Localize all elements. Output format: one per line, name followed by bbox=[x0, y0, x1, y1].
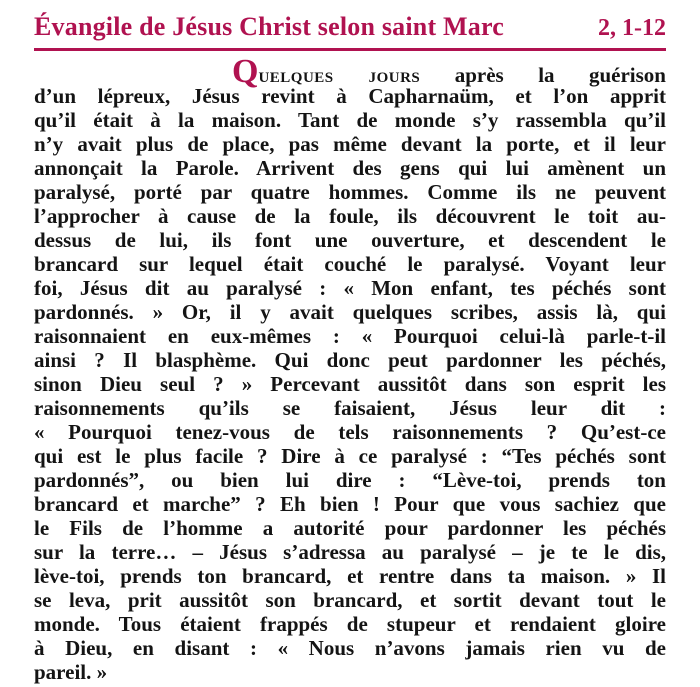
text-line: pardonnés. » Or, il y avait quelques scribes, assis là, qui bbox=[34, 300, 666, 324]
text-line: ainsi ? Il blasphème. Qui donc peut pardonner les péchés, bbox=[34, 348, 666, 372]
text-line: foi, Jésus dit au paralysé : « Mon enfant, tes péchés sont bbox=[34, 276, 666, 300]
text-line: qui est le plus facile ? Dire à ce paralysé : “Tes péchés sont bbox=[34, 444, 666, 468]
reading-text bbox=[34, 53, 666, 684]
text-line: brancard sur lequel était couché le paralysé. Voyant leur bbox=[34, 252, 666, 276]
text-line: « Pourquoi tenez-vous de tels raisonnements ? Qu’est-ce bbox=[34, 420, 666, 444]
chapter-verse-reference: 2, 1-12 bbox=[598, 15, 666, 41]
incipit-small-caps: uelques jours bbox=[258, 63, 421, 87]
text-line: paralysé, porté par quatre hommes. Comme ils ne peuvent bbox=[34, 180, 666, 204]
reading-title: Évangile de Jésus Christ selon saint Marc bbox=[34, 12, 504, 41]
reading-header bbox=[34, 12, 666, 51]
text-line: sur la terre… – Jésus s’adressa au paralysé – je te le dis, bbox=[34, 540, 666, 564]
text-line: le Fils de l’homme a autorité pour pardonner les péchés bbox=[34, 516, 666, 540]
text-line: pareil. » bbox=[34, 660, 108, 684]
text-line: lève-toi, prends ton brancard, et rentre dans ta maison. » Il bbox=[34, 564, 666, 588]
text-line: raisonnaient en eux-mêmes : « Pourquoi celui-là parle-t-il bbox=[34, 324, 666, 348]
first-line-text: après la guérison bbox=[420, 63, 666, 87]
text-line: l’approcher à cause de la foule, ils découvrent le toit au- bbox=[34, 204, 666, 228]
text-line: sinon Dieu seul ? » Percevant aussitôt dans son esprit les bbox=[34, 372, 666, 396]
text-line: pardonnés”, ou bien lui dire : “Lève-toi, prends ton bbox=[34, 468, 666, 492]
text-line: qu’il était à la maison. Tant de monde s’y rassembla qu’il bbox=[34, 108, 666, 132]
text-line: dessus de lui, ils font une ouverture, et descendent le bbox=[34, 228, 666, 252]
text-line: brancard et marche” ? Eh bien ! Pour que vous sachiez que bbox=[34, 492, 666, 516]
text-line: se leva, prit aussitôt son brancard, et sortit devant tout le bbox=[34, 588, 666, 612]
text-line-first bbox=[34, 53, 666, 90]
text-line: à Dieu, en disant : « Nous n’avons jamais rien vu de bbox=[34, 636, 666, 660]
initial-capital: Q bbox=[232, 53, 259, 90]
text-line: d’un lépreux, Jésus revint à Capharnaüm, et l’on apprit bbox=[34, 84, 666, 108]
text-line: n’y avait plus de place, pas même devant la porte, et il leur bbox=[34, 132, 666, 156]
text-line: annonçait la Parole. Arrivent des gens qui lui amènent un bbox=[34, 156, 666, 180]
text-lines bbox=[34, 84, 666, 684]
text-line: monde. Tous étaient frappés de stupeur et rendaient gloire bbox=[34, 612, 666, 636]
text-line: raisonnements qu’ils se faisaient, Jésus leur dit : bbox=[34, 396, 666, 420]
